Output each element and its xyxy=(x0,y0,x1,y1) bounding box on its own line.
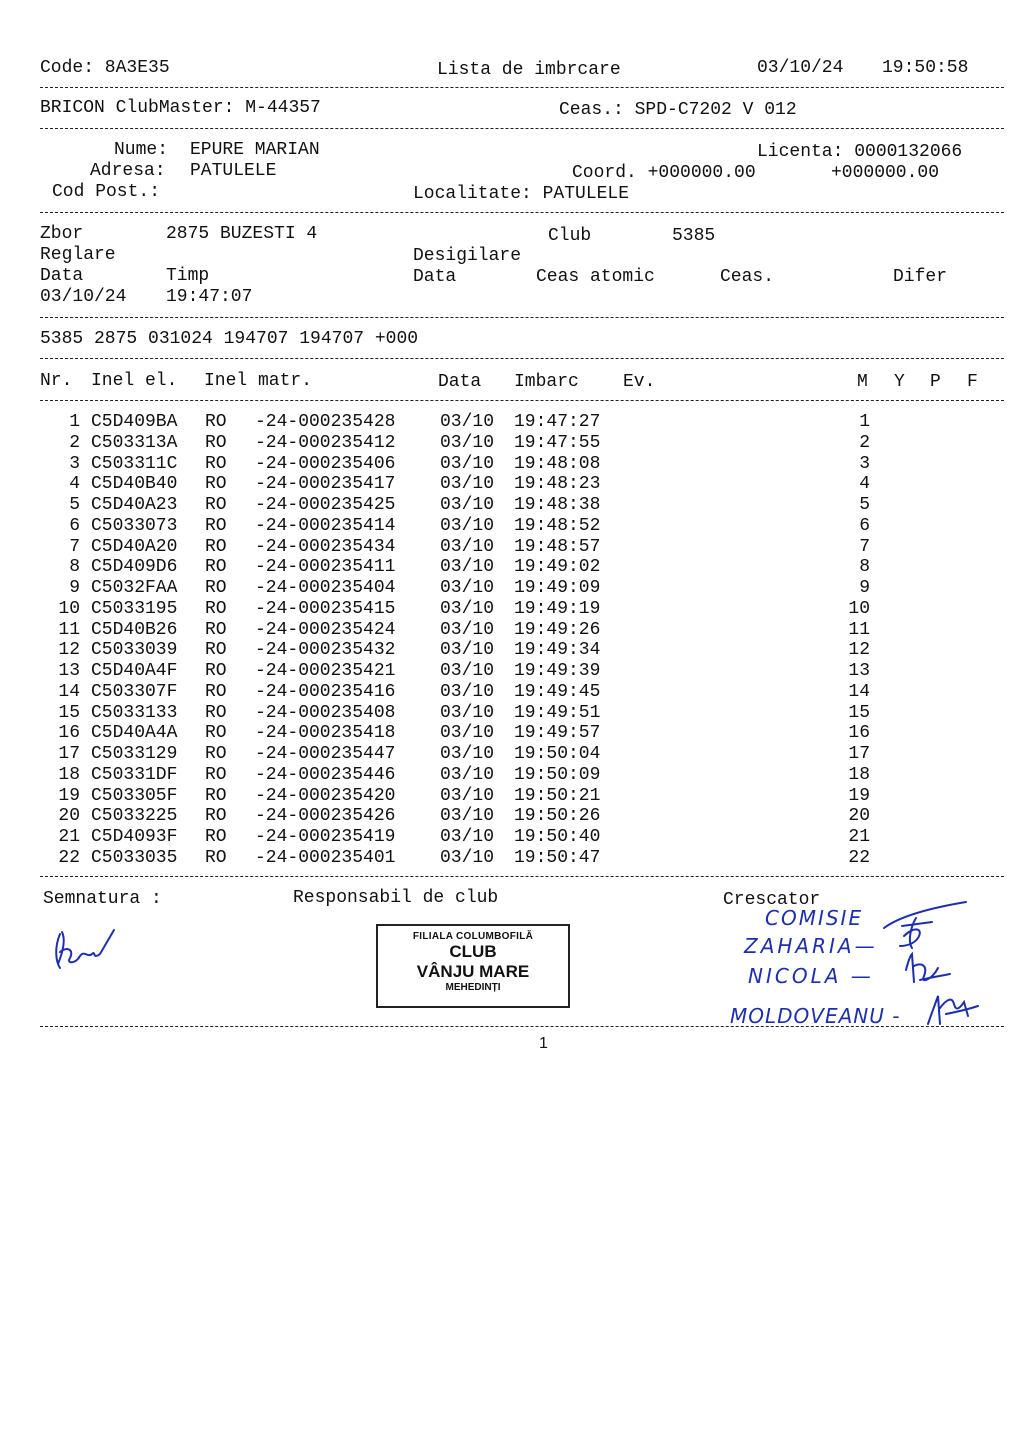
club-responsible-label: Responsabil de club xyxy=(293,888,499,908)
cell-inel-el: C5033039 xyxy=(91,640,178,661)
col-header-nr: Nr. xyxy=(40,371,73,391)
cell-m: 11 xyxy=(848,619,870,640)
col-header-data: Data xyxy=(438,372,482,392)
cell-country: RO xyxy=(205,412,227,432)
table-row xyxy=(0,848,1024,869)
cell-country: RO xyxy=(205,619,227,640)
flight-code-line: 5385 2875 031024 194707 194707 +000 xyxy=(40,329,419,349)
cell-data: 03/10 xyxy=(440,764,495,785)
cell-matr: -24-000235421 xyxy=(255,661,396,681)
divider xyxy=(40,1026,1004,1027)
cell-matr: -24-000235417 xyxy=(255,474,396,495)
page-number: 1 xyxy=(539,1035,548,1052)
signature-scribble xyxy=(52,924,118,974)
cell-inel-el: C5D40A20 xyxy=(91,536,178,557)
cell-country: RO xyxy=(205,785,227,806)
stamp-line-3: VÂNJU MARE xyxy=(416,962,530,981)
cell-country: RO xyxy=(205,640,227,661)
cell-m: 8 xyxy=(859,557,870,578)
divider xyxy=(40,87,1004,88)
cell-matr: -24-000235408 xyxy=(255,702,396,723)
table-row xyxy=(0,806,1024,827)
cell-inel-el: C5D40A4F xyxy=(91,661,178,681)
unsealing-label: Desigilare xyxy=(413,246,522,266)
cell-nr: 1 xyxy=(69,412,80,432)
handwritten-name-3: MOLDOVEANU - xyxy=(730,1004,901,1028)
cell-nr: 13 xyxy=(58,661,80,681)
stamp-line-4: MEHEDINȚI xyxy=(445,982,501,993)
cell-matr: -24-000235447 xyxy=(255,744,396,764)
cell-time: 19:50:40 xyxy=(514,827,601,847)
table-row xyxy=(0,516,1024,537)
coordinates-lon: +000000.00 xyxy=(831,163,940,183)
cell-country: RO xyxy=(205,827,227,847)
cell-country: RO xyxy=(205,681,227,702)
cell-time: 19:50:26 xyxy=(514,806,601,827)
atomic-clock-label: Ceas atomic xyxy=(536,267,655,287)
cell-m: 19 xyxy=(848,785,870,806)
cell-matr: -24-000235411 xyxy=(255,557,396,578)
header-date: 03/10/24 xyxy=(757,58,844,78)
cell-data: 03/10 xyxy=(440,702,495,723)
cell-m: 16 xyxy=(848,723,870,744)
table-row xyxy=(0,537,1024,558)
cell-nr: 22 xyxy=(58,847,80,868)
cell-matr: -24-000235401 xyxy=(255,847,396,868)
cell-m: 17 xyxy=(848,744,870,764)
cell-data: 03/10 xyxy=(440,744,495,764)
col-header-inel-el: Inel el. xyxy=(91,371,178,391)
cell-time: 19:49:51 xyxy=(514,702,601,723)
setting-date: 03/10/24 xyxy=(40,287,127,307)
cell-country: RO xyxy=(205,847,227,868)
cell-inel-el: C5D409D6 xyxy=(91,557,178,578)
cell-data: 03/10 xyxy=(440,495,495,515)
address-label: Adresa: xyxy=(90,161,166,181)
cell-time: 19:48:38 xyxy=(514,495,601,515)
cell-nr: 16 xyxy=(58,723,80,744)
cell-country: RO xyxy=(205,474,227,495)
cell-inel-el: C5D4093F xyxy=(91,827,178,847)
handwritten-name-1: ZAHARIA— xyxy=(744,934,878,958)
cell-data: 03/10 xyxy=(440,806,495,827)
coordinates-lat: Coord. +000000.00 xyxy=(572,163,756,183)
club-number: 5385 xyxy=(672,226,716,246)
cell-nr: 21 xyxy=(58,827,80,847)
cell-m: 4 xyxy=(859,474,870,495)
cell-nr: 9 xyxy=(69,578,80,598)
postal-code-label: Cod Post.: xyxy=(52,182,161,202)
cell-m: 3 xyxy=(859,453,870,474)
cell-time: 19:49:02 xyxy=(514,557,601,578)
table-row xyxy=(0,786,1024,807)
cell-matr: -24-000235424 xyxy=(255,619,396,640)
flight-label: Zbor xyxy=(40,224,84,244)
cell-nr: 8 xyxy=(69,557,80,578)
cell-matr: -24-000235446 xyxy=(255,764,396,785)
table-row xyxy=(0,827,1024,848)
col-header-imbarc: Imbarc xyxy=(514,372,579,392)
cell-data: 03/10 xyxy=(440,578,495,598)
col-header-inel-matr: Inel matr. xyxy=(204,371,313,391)
table-row xyxy=(0,412,1024,433)
cell-time: 19:47:27 xyxy=(514,412,601,432)
cell-inel-el: C5D409BA xyxy=(91,412,178,432)
flight-name: 2875 BUZESTI 4 xyxy=(166,224,318,244)
cell-nr: 6 xyxy=(69,515,80,536)
handwritten-name-2: NICOLA — xyxy=(748,964,874,988)
cell-nr: 11 xyxy=(58,619,80,640)
divider xyxy=(40,358,1004,359)
cell-time: 19:50:04 xyxy=(514,744,601,764)
cell-data: 03/10 xyxy=(440,619,495,640)
cell-time: 19:48:57 xyxy=(514,536,601,557)
code-label: Code: 8A3E35 xyxy=(40,58,170,78)
cell-data: 03/10 xyxy=(440,453,495,474)
cell-matr: -24-000235432 xyxy=(255,640,396,661)
col-header-m: M xyxy=(857,372,868,392)
cell-data: 03/10 xyxy=(440,723,495,744)
cell-data: 03/10 xyxy=(440,640,495,661)
cell-time: 19:48:52 xyxy=(514,515,601,536)
cell-data: 03/10 xyxy=(440,661,495,681)
clubmaster-id: BRICON ClubMaster: M-44357 xyxy=(40,98,321,118)
divider xyxy=(40,212,1004,213)
cell-data: 03/10 xyxy=(440,515,495,536)
col-header-f: F xyxy=(967,372,978,392)
table-row xyxy=(0,661,1024,682)
table-row xyxy=(0,703,1024,724)
cell-inel-el: C5033225 xyxy=(91,806,178,827)
license-number: Licenta: 0000132066 xyxy=(757,142,963,162)
cell-time: 19:48:23 xyxy=(514,474,601,495)
cell-matr: -24-000235428 xyxy=(255,412,396,432)
divider xyxy=(40,876,1004,877)
setting-time: 19:47:07 xyxy=(166,287,253,307)
cell-data: 03/10 xyxy=(440,785,495,806)
cell-matr: -24-000235406 xyxy=(255,453,396,474)
table-row xyxy=(0,723,1024,744)
cell-time: 19:48:08 xyxy=(514,453,601,474)
cell-inel-el: C5D40A4A xyxy=(91,723,178,744)
locality: Localitate: PATULELE xyxy=(413,184,630,204)
cell-nr: 2 xyxy=(69,432,80,453)
cell-m: 18 xyxy=(848,764,870,785)
cell-inel-el: C5D40A23 xyxy=(91,495,178,515)
owner-address: PATULELE xyxy=(190,161,277,181)
cell-m: 2 xyxy=(859,432,870,453)
cell-time: 19:49:45 xyxy=(514,681,601,702)
cell-country: RO xyxy=(205,557,227,578)
cell-inel-el: C5033195 xyxy=(91,598,178,619)
cell-m: 1 xyxy=(859,412,870,432)
cell-matr: -24-000235425 xyxy=(255,495,396,515)
cell-matr: -24-000235420 xyxy=(255,785,396,806)
col-header-ev: Ev. xyxy=(623,372,656,392)
cell-country: RO xyxy=(205,744,227,764)
handwritten-commission: COMISIE xyxy=(765,906,864,930)
cell-inel-el: C5033129 xyxy=(91,744,178,764)
time-label: Timp xyxy=(166,266,210,286)
table-row xyxy=(0,557,1024,578)
cell-time: 19:50:47 xyxy=(514,847,601,868)
cell-data: 03/10 xyxy=(440,847,495,868)
table-row xyxy=(0,765,1024,786)
cell-inel-el: C50331DF xyxy=(91,764,178,785)
cell-matr: -24-000235418 xyxy=(255,723,396,744)
table-row xyxy=(0,744,1024,765)
divider xyxy=(40,128,1004,129)
cell-m: 20 xyxy=(848,806,870,827)
cell-data: 03/10 xyxy=(440,474,495,495)
cell-country: RO xyxy=(205,495,227,515)
breeder-label: Crescator xyxy=(723,890,821,910)
cell-m: 15 xyxy=(848,702,870,723)
cell-data: 03/10 xyxy=(440,557,495,578)
col-header-p: P xyxy=(930,372,941,392)
divider xyxy=(40,317,1004,318)
cell-country: RO xyxy=(205,536,227,557)
cell-inel-el: C5D40B40 xyxy=(91,474,178,495)
divider xyxy=(40,400,1004,401)
owner-name: EPURE MARIAN xyxy=(190,140,320,160)
club-label: Club xyxy=(548,226,592,246)
cell-country: RO xyxy=(205,723,227,744)
cell-nr: 5 xyxy=(69,495,80,515)
cell-inel-el: C503311C xyxy=(91,453,178,474)
cell-country: RO xyxy=(205,453,227,474)
cell-data: 03/10 xyxy=(440,412,495,432)
cell-m: 5 xyxy=(859,495,870,515)
cell-nr: 19 xyxy=(58,785,80,806)
cell-time: 19:47:55 xyxy=(514,432,601,453)
cell-inel-el: C5033035 xyxy=(91,847,178,868)
table-row xyxy=(0,578,1024,599)
cell-matr: -24-000235404 xyxy=(255,578,396,598)
unsealing-date-label: Data xyxy=(413,267,457,287)
cell-inel-el: C5032FAA xyxy=(91,578,178,598)
cell-m: 21 xyxy=(848,827,870,847)
table-row xyxy=(0,640,1024,661)
cell-time: 19:49:34 xyxy=(514,640,601,661)
table-row xyxy=(0,620,1024,641)
cell-matr: -24-000235426 xyxy=(255,806,396,827)
cell-matr: -24-000235414 xyxy=(255,515,396,536)
cell-nr: 17 xyxy=(58,744,80,764)
cell-data: 03/10 xyxy=(440,598,495,619)
cell-nr: 15 xyxy=(58,702,80,723)
cell-nr: 10 xyxy=(58,598,80,619)
table-row xyxy=(0,433,1024,454)
stamp-line-1: FILIALA COLUMBOFILĂ xyxy=(412,931,534,942)
cell-inel-el: C503307F xyxy=(91,681,178,702)
cell-inel-el: C5033133 xyxy=(91,702,178,723)
cell-inel-el: C503313A xyxy=(91,432,178,453)
cell-m: 6 xyxy=(859,515,870,536)
cell-nr: 4 xyxy=(69,474,80,495)
cell-matr: -24-000235416 xyxy=(255,681,396,702)
cell-time: 19:49:57 xyxy=(514,723,601,744)
cell-m: 10 xyxy=(848,598,870,619)
stamp-line-2: CLUB xyxy=(449,942,497,961)
cell-country: RO xyxy=(205,806,227,827)
cell-data: 03/10 xyxy=(440,432,495,453)
cell-inel-el: C503305F xyxy=(91,785,178,806)
setting-label: Reglare xyxy=(40,245,116,265)
table-row xyxy=(0,474,1024,495)
table-row xyxy=(0,682,1024,703)
clock-id: Ceas.: SPD-C7202 V 012 xyxy=(559,100,797,120)
cell-matr: -24-000235434 xyxy=(255,536,396,557)
cell-nr: 3 xyxy=(69,453,80,474)
club-stamp xyxy=(376,924,570,1008)
cell-time: 19:50:21 xyxy=(514,785,601,806)
cell-matr: -24-000235415 xyxy=(255,598,396,619)
cell-data: 03/10 xyxy=(440,827,495,847)
cell-nr: 7 xyxy=(69,536,80,557)
cell-country: RO xyxy=(205,578,227,598)
difference-label: Difer xyxy=(893,267,948,287)
cell-time: 19:49:19 xyxy=(514,598,601,619)
cell-nr: 12 xyxy=(58,640,80,661)
signature-label: Semnatura : xyxy=(43,889,162,909)
cell-matr: -24-000235412 xyxy=(255,432,396,453)
clock-label: Ceas. xyxy=(720,267,775,287)
table-row xyxy=(0,454,1024,475)
header-time: 19:50:58 xyxy=(882,58,969,78)
document-title: Lista de imbrcare xyxy=(437,60,621,80)
cell-time: 19:49:09 xyxy=(514,578,601,598)
cell-nr: 14 xyxy=(58,681,80,702)
cell-data: 03/10 xyxy=(440,536,495,557)
cell-m: 7 xyxy=(859,536,870,557)
cell-nr: 20 xyxy=(58,806,80,827)
cell-inel-el: C5D40B26 xyxy=(91,619,178,640)
cell-nr: 18 xyxy=(58,764,80,785)
cell-matr: -24-000235419 xyxy=(255,827,396,847)
cell-country: RO xyxy=(205,661,227,681)
col-header-y: Y xyxy=(894,372,905,392)
name-label: Nume: xyxy=(114,140,169,160)
cell-inel-el: C5033073 xyxy=(91,515,178,536)
cell-m: 13 xyxy=(848,661,870,681)
cell-country: RO xyxy=(205,598,227,619)
handwritten-signatures xyxy=(880,896,980,1032)
cell-m: 12 xyxy=(848,640,870,661)
table-row xyxy=(0,599,1024,620)
cell-m: 9 xyxy=(859,578,870,598)
cell-country: RO xyxy=(205,515,227,536)
cell-data: 03/10 xyxy=(440,681,495,702)
cell-country: RO xyxy=(205,432,227,453)
table-row xyxy=(0,495,1024,516)
cell-time: 19:50:09 xyxy=(514,764,601,785)
cell-country: RO xyxy=(205,764,227,785)
cell-country: RO xyxy=(205,702,227,723)
date-label: Data xyxy=(40,266,84,286)
cell-m: 22 xyxy=(848,847,870,868)
cell-time: 19:49:26 xyxy=(514,619,601,640)
cell-time: 19:49:39 xyxy=(514,661,601,681)
cell-m: 14 xyxy=(848,681,870,702)
